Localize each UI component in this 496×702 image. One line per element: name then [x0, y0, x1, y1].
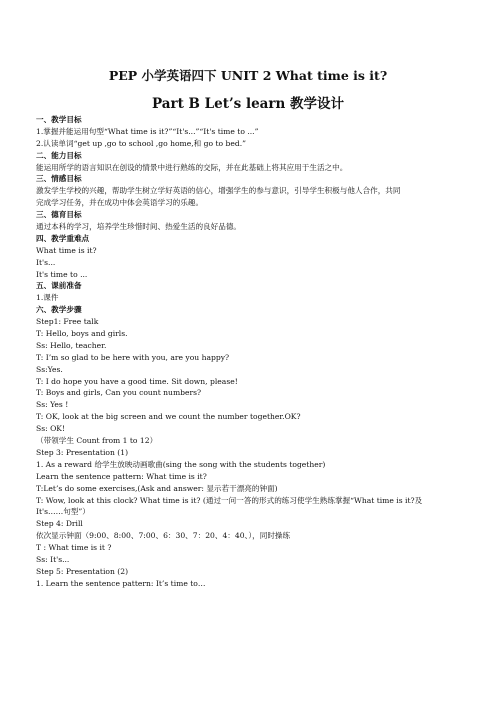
body-line: T : What time is it ? — [36, 543, 112, 553]
section-heading: 六、教学步骤 — [36, 305, 82, 315]
body-line: 1.掌握并能运用句型“What time is it?”“It's...”“It's time to ...” — [36, 126, 259, 136]
body-line: 通过本科的学习，培养学生珍惜时间、热爱生活的良好品德。 — [36, 222, 242, 232]
body-line: Ss: Hello, teacher. — [36, 340, 107, 350]
body-line: Step 4: Drill — [36, 519, 83, 529]
section-heading: 五、课前准备 — [36, 281, 82, 291]
body-line: 2.认读单词“get up ,go to school ,go home,和 go to bed.” — [36, 138, 247, 148]
body-line: 完成学习任务，并在成功中体会英语学习的乐趣。 — [36, 198, 204, 208]
body-line: Ss: OK! — [36, 424, 66, 434]
section-heading: 二、能力目标 — [36, 150, 82, 160]
body-line: T: Boys and girls, Can you count numbers? — [36, 388, 202, 398]
body-line: Step1: Free talk — [36, 317, 99, 327]
body-line: T: I’m so glad to be here with you, are you happy? — [36, 352, 230, 362]
section-heading: 一、教学目标 — [36, 115, 82, 124]
document-body — [36, 114, 462, 590]
body-line: Learn the sentence pattern: What time is it? — [36, 471, 207, 481]
body-line: Ss: It's... — [36, 554, 70, 564]
body-line: T: I do hope you have a good time. Sit down, please! — [36, 376, 238, 386]
section-heading: 三、情感目标 — [36, 174, 82, 184]
body-line: Ss: Yes ! — [36, 400, 69, 410]
body-line: It's……句型”） — [36, 507, 90, 517]
body-line: What time is it? — [36, 245, 97, 255]
body-line: Step 5: Presentation (2) — [36, 566, 129, 576]
body-line: It's... — [36, 257, 56, 267]
body-line: 1. Learn the sentence pattern: It’s time to… — [36, 578, 206, 588]
body-line: Ss:Yes. — [36, 364, 63, 374]
body-line: Step 3: Presentation (1) — [36, 447, 129, 457]
section-heading: 四、教学重难点 — [36, 233, 90, 243]
body-line: T: Hello, boys and girls. — [36, 329, 128, 339]
body-line: T:Let’s do some exercises,(Ask and answer: 显示若干漂亮的钟面) — [36, 483, 278, 493]
body-line: 能运用所学的语言知识在创设的情景中进行熟练的交际，并在此基础上将其应用于生活之中。 — [36, 162, 348, 172]
body-line: 1.课件 — [36, 293, 59, 303]
body-line: T: OK, look at the big screen and we count the number together.OK? — [36, 412, 301, 422]
body-line: （带领学生 Count from 1 to 12） — [36, 436, 158, 446]
body-line: 激发学生学校的兴趣，帮助学生树立学好英语的信心，增强学生的参与意识，引导学生积极与他人合作，共同 — [36, 186, 401, 196]
body-line: 依次显示钟面（9:00、8:00、7:00、6：30、7：20、4：40、），同时操练 — [36, 531, 291, 541]
body-line: 1. As a reward 给学生放映动画歌曲(sing the song with the students together) — [36, 459, 326, 469]
section-heading: 三、德育目标 — [36, 210, 82, 220]
document-title: PEP 小学英语四下 UNIT 2 What time is it? — [108, 68, 388, 83]
body-line: It's time to ... — [36, 269, 88, 279]
document-subtitle: Part B Let’s learn 教学设计 — [151, 96, 345, 112]
body-line: T: Wow, look at this clock? What time is it? (通过一问一答的形式的练习使学生熟练掌握“What time is it?及 — [36, 495, 423, 505]
